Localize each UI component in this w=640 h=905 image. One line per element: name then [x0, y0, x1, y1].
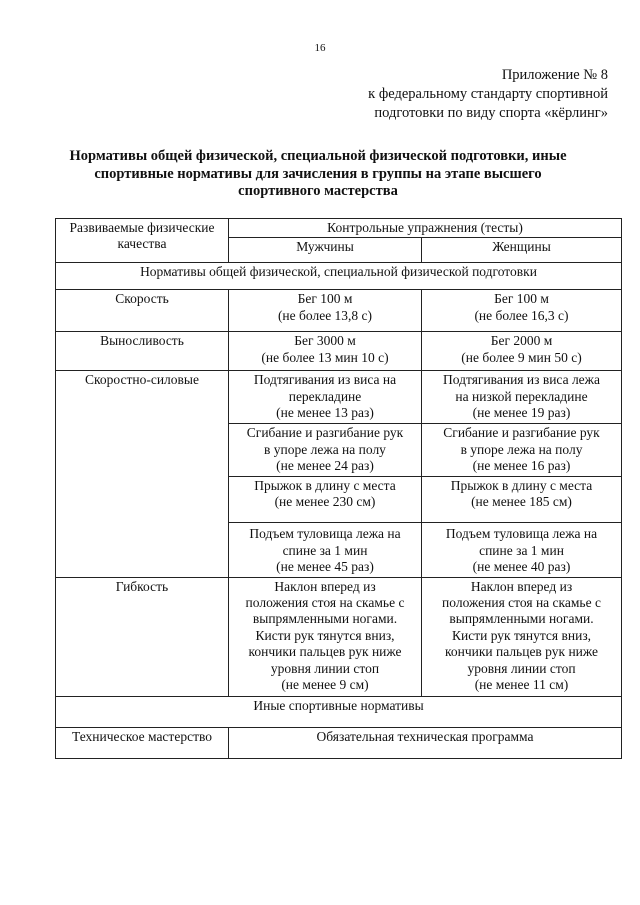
cell-line: (не менее 13 раз): [276, 405, 374, 421]
cell-line: положения стоя на скамье с: [245, 595, 405, 611]
cell-line: (не более 13 мин 10 с): [261, 349, 389, 365]
title-line: спортивного мастерства: [238, 183, 398, 199]
cell-line: положения стоя на скамье с: [442, 595, 601, 611]
cell-line: уровня линии стоп: [467, 660, 576, 676]
header-text: качества: [117, 236, 167, 252]
men-norm-cell: [229, 332, 422, 371]
men-norm-cell: [229, 522, 422, 577]
cell-line: (не менее 45 раз): [276, 559, 374, 575]
women-norm-cell: [422, 577, 622, 696]
cell-line: в упоре лежа на полу: [264, 441, 386, 457]
cell-line: Сгибание и разгибание рук: [443, 425, 600, 441]
women-norm-cell: [422, 290, 622, 332]
header-text: Развиваемые физические: [69, 220, 215, 235]
men-norm-cell: [229, 371, 422, 424]
section-title: Нормативы общей физической, специальной физической подготовки: [56, 263, 622, 290]
table-row: [56, 332, 622, 371]
cell-line: перекладине: [288, 388, 362, 404]
cell-line: Подтягивания из виса на: [253, 372, 397, 388]
cell-line: спине за 1 мин: [479, 542, 564, 558]
men-norm-cell: [229, 424, 422, 476]
men-header: Мужчины: [229, 238, 422, 263]
qualities-header: [56, 219, 229, 263]
women-norm-cell: [422, 424, 622, 476]
cell-line: (не менее 11 см): [474, 677, 569, 693]
cell-line: Кисти рук тянутся вниз,: [255, 627, 395, 643]
women-norm-cell: [422, 476, 622, 522]
section-row: [56, 696, 622, 727]
table-row: [56, 290, 622, 332]
cell-line: Прыжок в длину с места: [450, 477, 593, 493]
appendix-line: к федеральному стандарту спортивной: [368, 86, 608, 102]
cell-line: Бег 100 м: [494, 291, 549, 307]
cell-line: в упоре лежа на полу: [460, 441, 583, 457]
cell-line: Подъем туловища лежа на: [249, 526, 401, 542]
cell-line: Подъем туловища лежа на: [445, 526, 598, 542]
cell-line: Бег 100 м: [297, 291, 353, 307]
cell-line: на низкой перекладине: [455, 388, 588, 404]
men-norm-cell: [229, 577, 422, 696]
exercises-header: Контрольные упражнения (тесты): [229, 219, 622, 238]
table-row: [56, 577, 622, 696]
quality-cell: Скорость: [56, 290, 229, 332]
cell-line: спине за 1 мин: [282, 542, 368, 558]
cell-line: (не менее 19 раз): [472, 405, 571, 421]
quality-cell: Выносливость: [56, 332, 229, 371]
section-row: [56, 263, 622, 290]
men-norm-cell: [229, 290, 422, 332]
cell-line: Прыжок в длину с места: [254, 477, 396, 493]
appendix-caption: [368, 66, 608, 123]
cell-line: кончики пальцев рук ниже: [248, 644, 402, 660]
quality-cell: Техническое мастерство: [56, 727, 229, 758]
quality-cell: Гибкость: [56, 577, 229, 696]
cell-line: Бег 3000 м: [294, 333, 356, 349]
cell-line: (не менее 24 раз): [276, 458, 374, 474]
women-norm-cell: [422, 332, 622, 371]
program-cell: Обязательная техническая программа: [229, 727, 622, 758]
cell-line: (не более 9 мин 50 с): [461, 349, 582, 365]
women-norm-cell: [422, 522, 622, 577]
appendix-line: подготовки по виду спорта «кёрлинг»: [374, 105, 608, 121]
document-title: [62, 148, 574, 201]
table-row: [56, 727, 622, 758]
quality-cell: Скоростно-силовые: [56, 371, 229, 577]
cell-line: Бег 2000 м: [490, 333, 553, 349]
table-row: [56, 371, 622, 424]
cell-line: кончики пальцев рук ниже: [444, 644, 599, 660]
title-line: Нормативы общей физической, специальной физической подготовки, иные: [69, 148, 567, 164]
section-title: Иные спортивные нормативы: [56, 696, 622, 727]
cell-line: (не более 16,3 с): [474, 307, 569, 323]
cell-line: Наклон вперед из: [470, 578, 573, 594]
page-number: 16: [314, 42, 326, 54]
cell-line: (не менее 230 см): [274, 494, 376, 510]
cell-line: (не более 13,8 с): [277, 307, 373, 323]
appendix-line: Приложение № 8: [501, 67, 608, 83]
cell-line: Подтягивания из виса лежа: [443, 372, 600, 388]
cell-line: выпрямленными ногами.: [252, 611, 398, 627]
cell-line: (не менее 185 см): [471, 494, 572, 510]
cell-line: Сгибание и разгибание рук: [246, 425, 404, 441]
cell-line: (не менее 40 раз): [472, 559, 571, 575]
cell-line: Наклон вперед из: [274, 578, 376, 594]
cell-line: (не менее 9 см): [281, 677, 369, 693]
norms-table: [55, 218, 622, 759]
cell-line: Кисти рук тянутся вниз,: [451, 627, 592, 643]
table-header-row: [56, 219, 622, 238]
women-norm-cell: [422, 371, 622, 424]
title-line: спортивные нормативы для зачисления в группы на этапе высшего: [94, 165, 542, 182]
men-norm-cell: [229, 476, 422, 522]
cell-line: выпрямленными ногами.: [449, 611, 594, 627]
cell-line: уровня линии стоп: [270, 660, 380, 676]
women-header: Женщины: [422, 238, 622, 263]
cell-line: (не менее 16 раз): [472, 458, 571, 474]
